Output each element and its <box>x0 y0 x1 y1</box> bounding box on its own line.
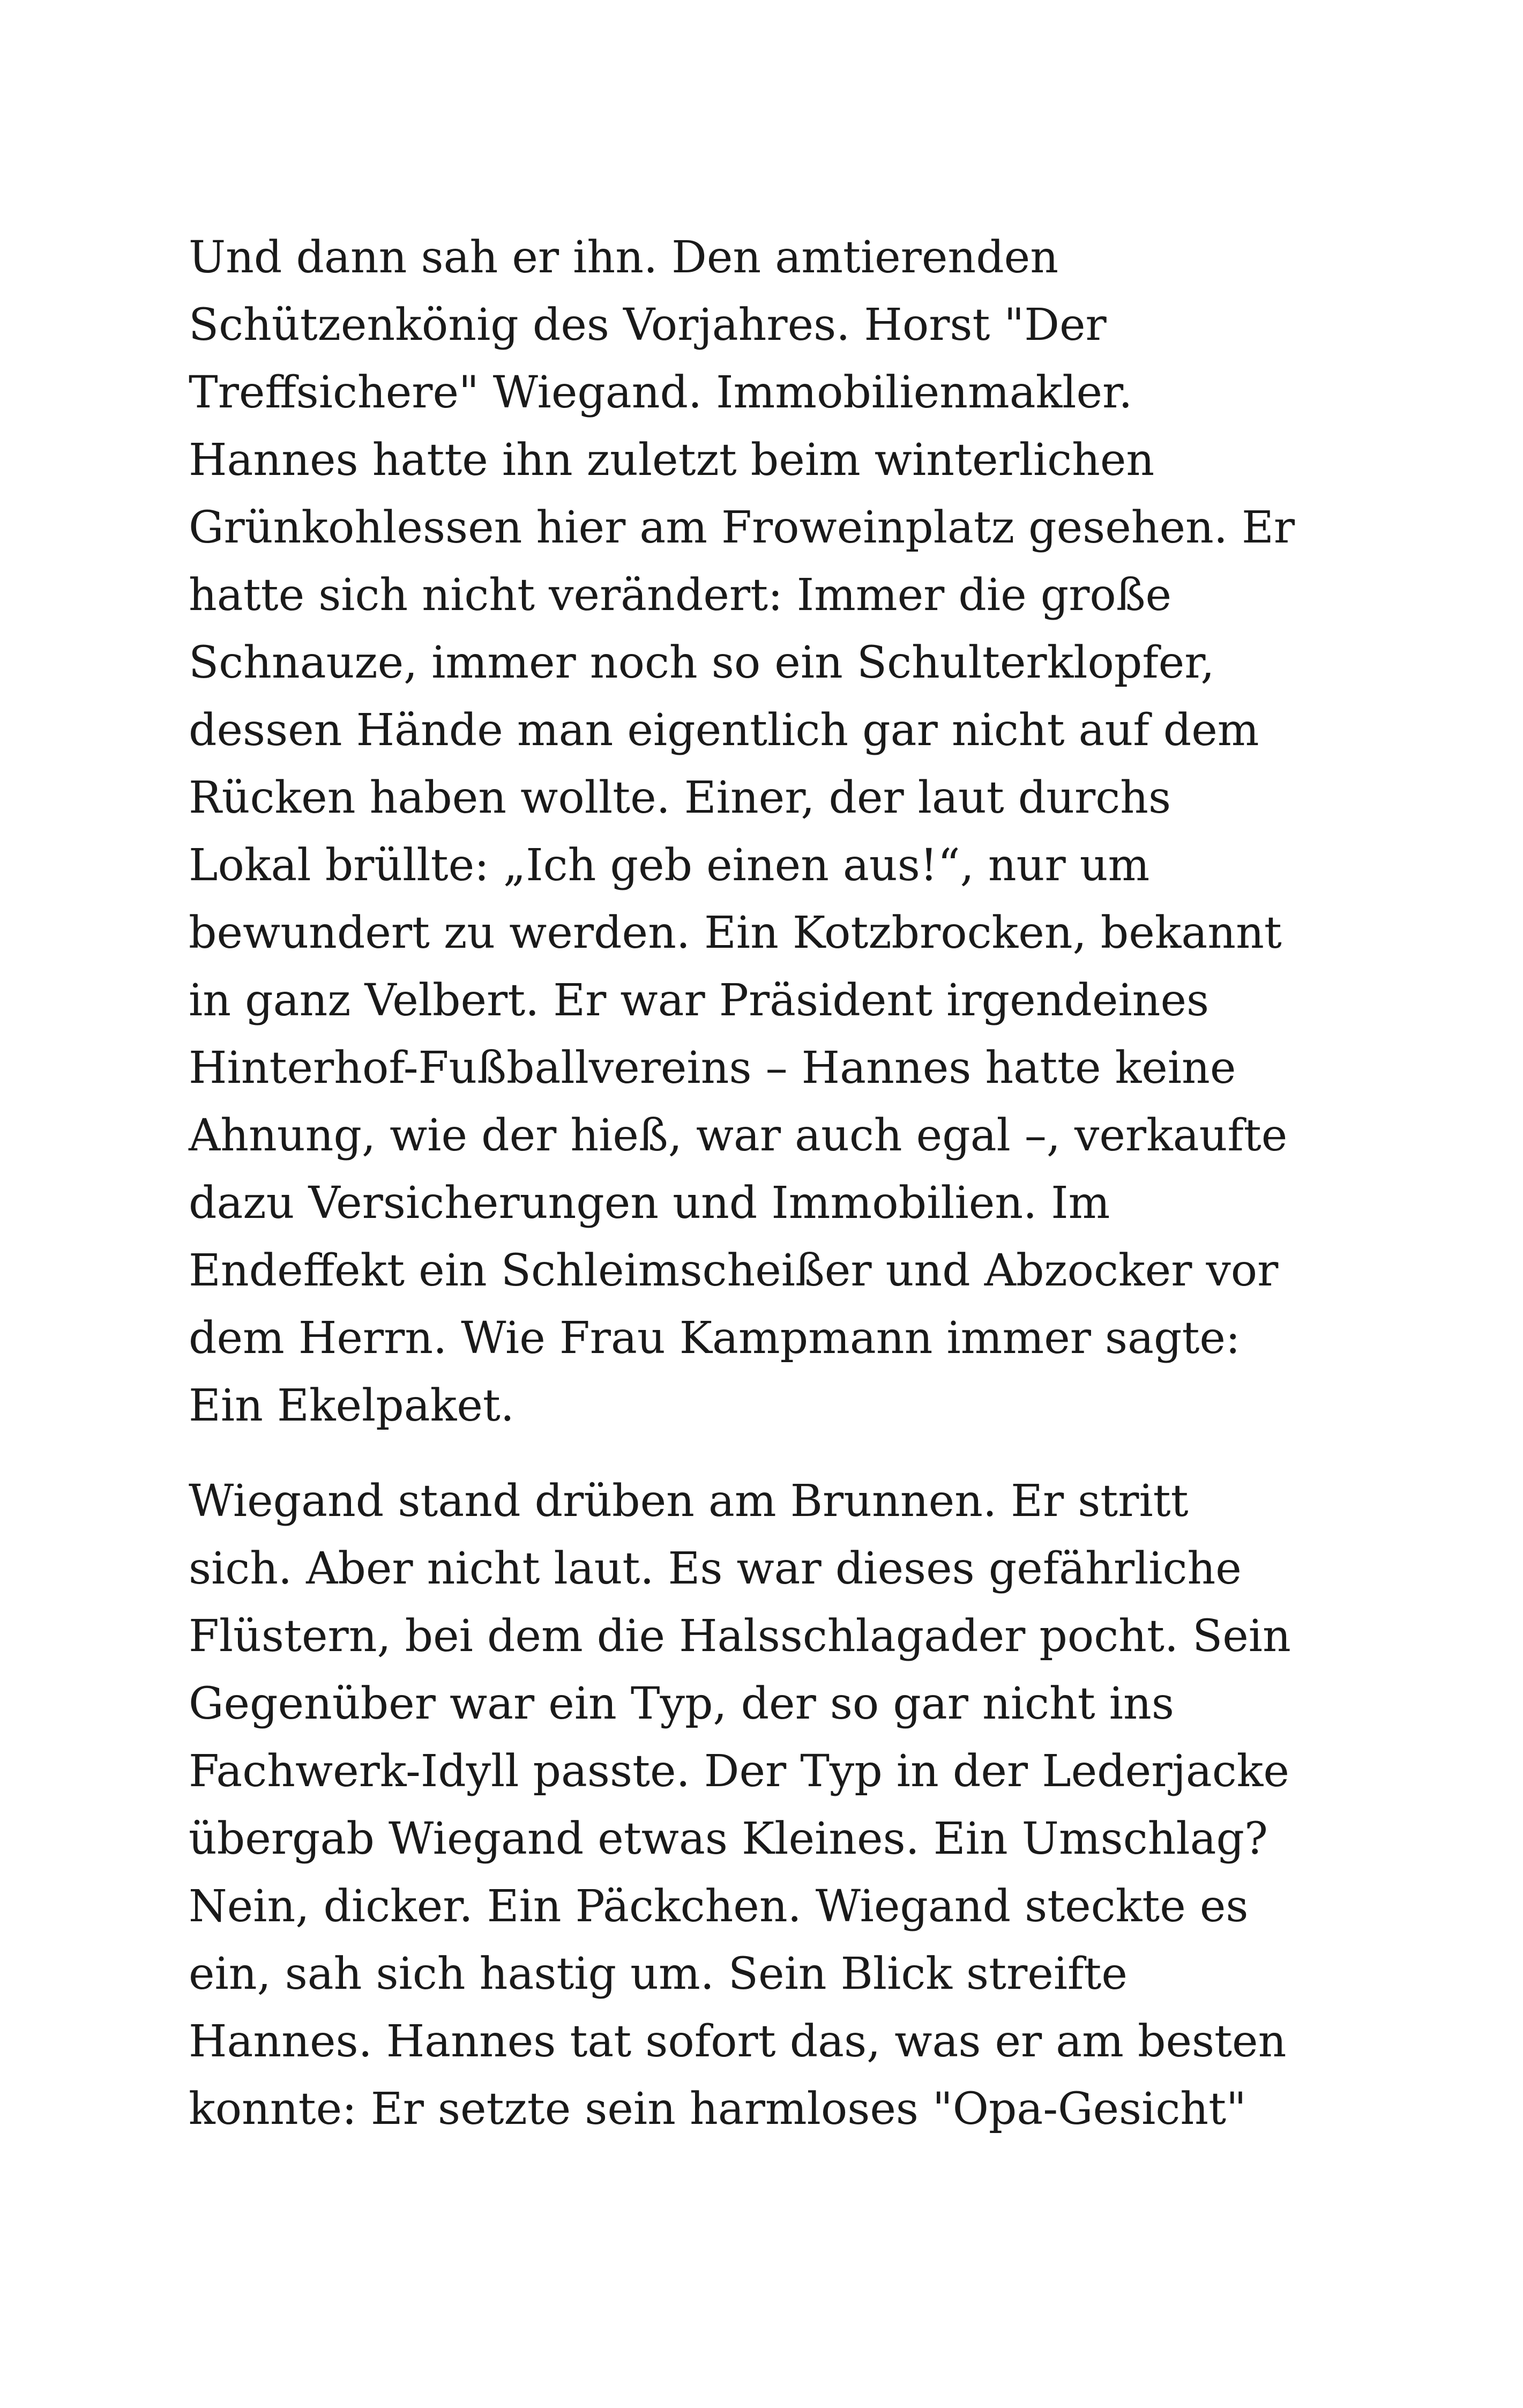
text-line: sich. Aber nicht laut. Es war dieses gefährliche <box>189 1543 1242 1594</box>
text-line: dessen Hände man eigentlich gar nicht auf dem <box>189 705 1259 756</box>
paragraph-spacer <box>189 1440 1314 1468</box>
text-line: Endeffekt ein Schleimscheißer und Abzocker vor <box>189 1245 1279 1296</box>
text-line: Grünkohlessen hier am Froweinplatz gesehen. Er <box>189 502 1295 553</box>
text-line: Schnauze, immer noch so ein Schulterklopfer, <box>189 637 1215 688</box>
body-text <box>189 224 1314 2143</box>
text-line: übergab Wiegand etwas Kleines. Ein Umschlag? <box>189 1814 1268 1864</box>
paragraph-1 <box>189 224 1314 1440</box>
text-line: hatte sich nicht verändert: Immer die große <box>189 570 1172 621</box>
text-line: bewundert zu werden. Ein Kotzbrocken, bekannt <box>189 908 1282 958</box>
text-line: Nein, dicker. Ein Päckchen. Wiegand steckte es <box>189 1881 1249 1932</box>
text-line: Und dann sah er ihn. Den amtierenden <box>189 232 1059 283</box>
text-line: Flüstern, bei dem die Halsschlagader pocht. Sein <box>189 1611 1291 1662</box>
text-line: dem Herrn. Wie Frau Kampmann immer sagte: <box>189 1313 1241 1364</box>
text-line: Hannes. Hannes tat sofort das, was er am besten <box>189 2016 1287 2067</box>
paragraph-2 <box>189 1468 1314 2143</box>
text-line: Fachwerk-Idyll passte. Der Typ in der Lederjacke <box>189 1746 1289 1797</box>
text-line: konnte: Er setzte sein harmloses "Opa-Gesicht" <box>189 2084 1246 2135</box>
text-line: Hannes hatte ihn zuletzt beim winterlichen <box>189 435 1155 486</box>
text-line: Ahnung, wie der hieß, war auch egal –, verkaufte <box>189 1110 1288 1161</box>
text-line: Lokal brüllte: „Ich geb einen aus!“, nur um <box>189 840 1150 891</box>
text-line: Schützenkönig des Vorjahres. Horst "Der <box>189 300 1107 351</box>
text-line: dazu Versicherungen und Immobilien. Im <box>189 1178 1110 1229</box>
text-line: Gegenüber war ein Typ, der so gar nicht ins <box>189 1678 1174 1729</box>
text-line: Hinterhof-Fußballvereins – Hannes hatte keine <box>189 1043 1236 1094</box>
text-line: Wiegand stand drüben am Brunnen. Er stritt <box>189 1476 1189 1527</box>
text-line: Ein Ekelpaket. <box>189 1380 514 1431</box>
text-line: Rücken haben wollte. Einer, der laut durchs <box>189 772 1171 823</box>
text-line: in ganz Velbert. Er war Präsident irgendeines <box>189 975 1210 1026</box>
text-line: ein, sah sich hastig um. Sein Blick streifte <box>189 1949 1128 2000</box>
text-line: Treffsichere" Wiegand. Immobilienmakler. <box>189 367 1133 418</box>
